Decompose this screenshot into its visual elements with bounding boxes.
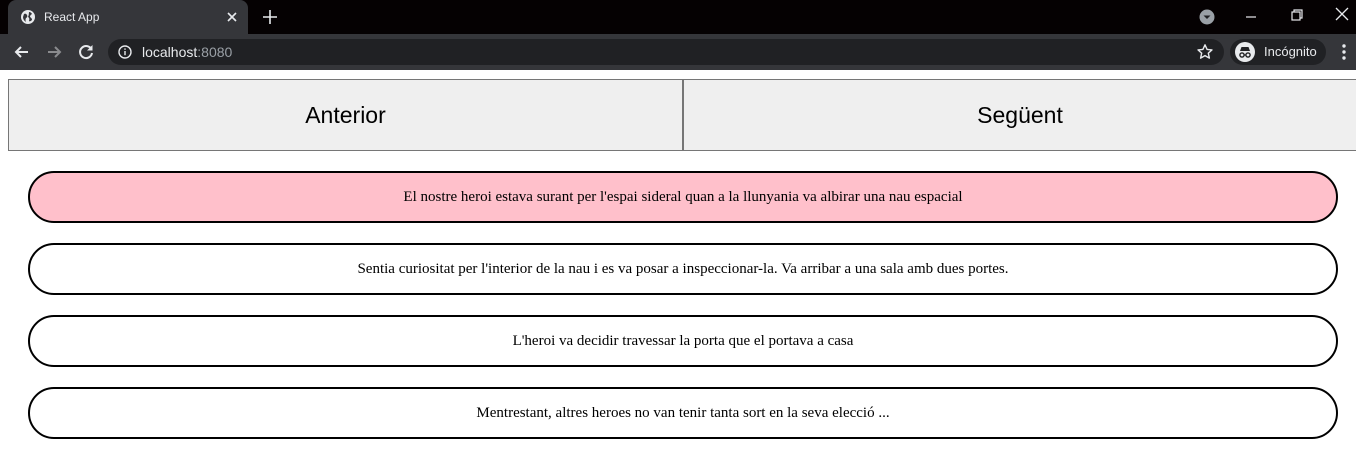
url-port: :8080 — [197, 44, 233, 60]
tab-strip — [0, 0, 1356, 34]
browser-toolbar — [0, 34, 1356, 70]
forward-arrow-icon[interactable] — [44, 42, 64, 62]
kebab-menu-icon[interactable] — [1336, 42, 1352, 62]
incognito-badge[interactable] — [1230, 39, 1326, 65]
story-sentence-3: L'heroi va decidir travessar la porta que el portava a casa — [28, 315, 1338, 367]
tab-title: React App — [44, 10, 100, 24]
profile-dropdown-icon[interactable] — [1199, 9, 1215, 25]
globe-icon — [20, 9, 36, 25]
close-icon[interactable] — [224, 9, 240, 25]
incognito-icon — [1235, 42, 1255, 62]
story-sentence-2: Sentia curiositat per l'interior de la nau i es va posar a inspeccionar-la. Va arribar a una sala amb dues portes. — [28, 243, 1338, 295]
info-icon[interactable] — [118, 45, 132, 59]
plus-icon[interactable] — [261, 8, 279, 26]
url-host: localhost — [142, 44, 198, 60]
minimize-icon[interactable] — [1242, 8, 1260, 26]
address-bar[interactable] — [108, 39, 1224, 65]
story-sentence-4: Mentrestant, altres heroes no van tenir tanta sort en la seva elecció ... — [28, 387, 1338, 439]
url-text — [142, 44, 232, 60]
star-icon[interactable] — [1196, 43, 1214, 61]
previous-button[interactable]: Anterior — [8, 79, 683, 151]
incognito-label: Incógnito — [1264, 44, 1317, 59]
back-arrow-icon[interactable] — [12, 42, 32, 62]
reload-icon[interactable] — [76, 42, 96, 62]
window-close-icon[interactable] — [1333, 5, 1351, 23]
story-sentence-1: El nostre heroi estava surant per l'espai sideral quan a la llunyania va albirar una nau espacial — [28, 171, 1338, 223]
pager — [8, 79, 1356, 151]
restore-icon[interactable] — [1288, 6, 1306, 24]
browser-tab[interactable] — [8, 0, 248, 34]
next-button[interactable]: Següent — [683, 79, 1356, 151]
